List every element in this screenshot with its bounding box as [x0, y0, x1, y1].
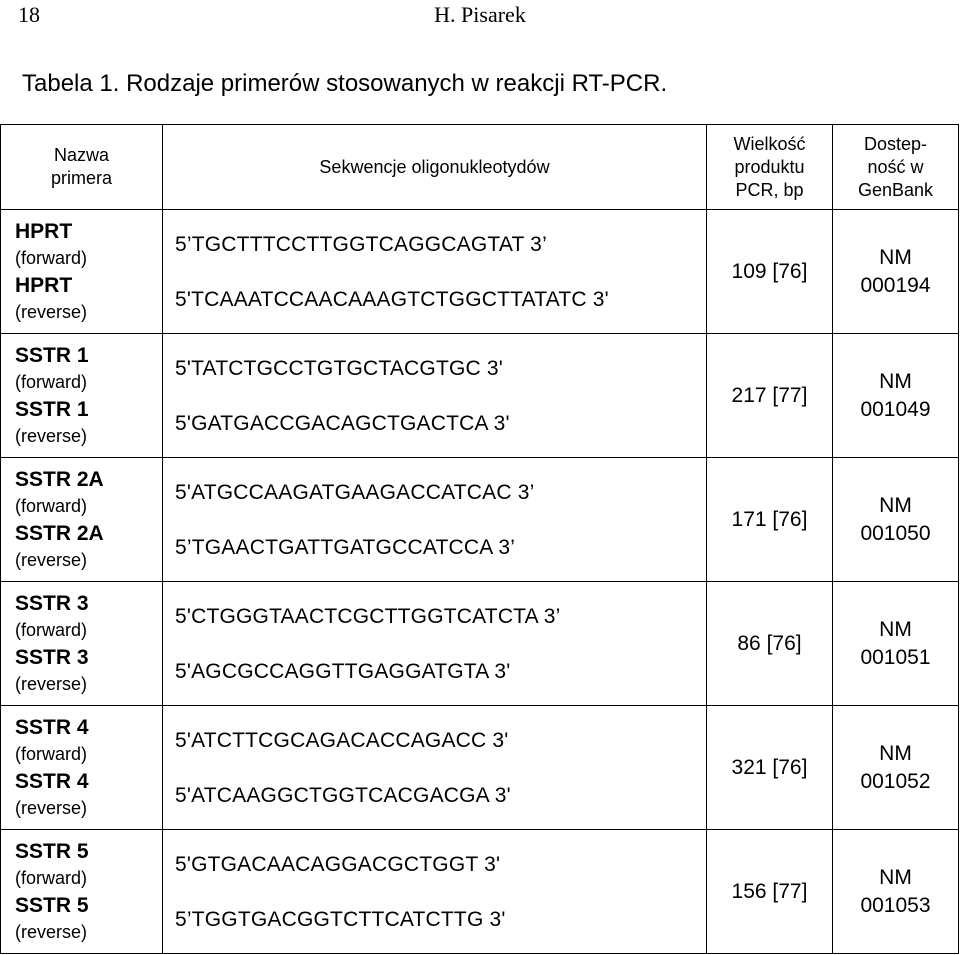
table-caption: Tabela 1. Rodzaje primerów stosowanych w reakcji RT-PCR.	[22, 70, 668, 97]
forward-primer-name: SSTR 1	[15, 343, 89, 367]
reverse-sequence: 5'ATCAAGGCTGGTCACGACGA 3'	[175, 783, 511, 807]
running-head: H. Pisarek	[434, 2, 526, 27]
forward-label: (forward)	[15, 247, 88, 268]
table-row	[1, 334, 959, 458]
primer-name-cell	[1, 706, 163, 830]
primer-name-cell	[1, 458, 163, 582]
forward-label: (forward)	[15, 371, 88, 392]
accession-prefix: NM	[879, 617, 912, 641]
header-name-line: Nazwa	[53, 145, 110, 165]
product-size-cell: 171 [76]	[707, 458, 833, 582]
primer-name-cell	[1, 210, 163, 334]
reverse-primer-name: SSTR 5	[15, 893, 89, 917]
sequence-cell	[163, 458, 707, 582]
reverse-label: (reverse)	[15, 549, 88, 570]
header-access-line: GenBank	[857, 179, 934, 200]
reverse-label: (reverse)	[15, 797, 88, 818]
accession-prefix: NM	[879, 493, 912, 517]
primer-name-cell	[1, 830, 163, 954]
header-access-line: Dostep-	[863, 133, 928, 154]
table-row	[1, 458, 959, 582]
accession-prefix: NM	[879, 865, 912, 889]
accession-cell	[833, 706, 959, 830]
accession-number: 001049	[860, 397, 931, 421]
product-size-cell: 217 [77]	[707, 334, 833, 458]
header-product-line: Wielkość	[733, 133, 806, 154]
reverse-label: (reverse)	[15, 673, 88, 694]
table-row	[1, 830, 959, 954]
forward-sequence: 5'GTGACAACAGGACGCTGGT 3'	[175, 852, 501, 876]
header-product	[707, 125, 833, 210]
header-name	[1, 125, 163, 210]
accession-number: 001053	[860, 893, 931, 917]
forward-primer-name: HPRT	[15, 219, 73, 243]
reverse-primer-name: SSTR 4	[15, 769, 89, 793]
forward-label: (forward)	[15, 867, 88, 888]
reverse-sequence: 5'AGCGCCAGGTTGAGGATGTA 3'	[175, 659, 511, 683]
header-name-line: primera	[50, 168, 112, 188]
reverse-sequence: 5'GATGACCGACAGCTGACTCA 3'	[175, 411, 510, 435]
reverse-sequence: 5’TGAACTGATTGATGCCATCCA 3’	[175, 535, 516, 559]
forward-label: (forward)	[15, 495, 88, 516]
primer-table	[0, 124, 959, 954]
product-size-cell: 321 [76]	[707, 706, 833, 830]
product-size-cell: 156 [77]	[707, 830, 833, 954]
primer-name-cell	[1, 334, 163, 458]
accession-cell	[833, 334, 959, 458]
reverse-label: (reverse)	[15, 921, 88, 942]
reverse-label: (reverse)	[15, 301, 88, 322]
accession-number: 000194	[860, 273, 931, 297]
forward-primer-name: SSTR 5	[15, 839, 89, 863]
primer-name-cell	[1, 582, 163, 706]
forward-label: (forward)	[15, 743, 88, 764]
page-number: 18	[18, 2, 40, 27]
accession-prefix: NM	[879, 245, 912, 269]
accession-number: 001052	[860, 769, 931, 793]
accession-cell	[833, 582, 959, 706]
forward-primer-name: SSTR 2A	[15, 467, 104, 491]
accession-number: 001050	[860, 521, 931, 545]
product-size-cell: 109 [76]	[707, 210, 833, 334]
accession-cell	[833, 830, 959, 954]
table-row	[1, 706, 959, 830]
reverse-primer-name: SSTR 1	[15, 397, 89, 421]
sequence-cell	[163, 582, 707, 706]
accession-prefix: NM	[879, 369, 912, 393]
forward-sequence: 5'TATCTGCCTGTGCTACGTGC 3'	[175, 356, 504, 380]
header-product-line: PCR, bp	[735, 179, 804, 200]
forward-sequence: 5’TGCTTTCCTTGGTCAGGCAGTAT 3’	[175, 232, 547, 256]
reverse-sequence: 5’TGGTGACGGTCTTCATCTTG 3'	[175, 907, 506, 931]
sequence-cell	[163, 706, 707, 830]
forward-primer-name: SSTR 4	[15, 715, 89, 739]
reverse-primer-name: HPRT	[15, 273, 73, 297]
reverse-primer-name: SSTR 2A	[15, 521, 104, 545]
sequence-cell	[163, 830, 707, 954]
forward-sequence: 5'ATGCCAAGATGAAGACCATCAC 3’	[175, 480, 535, 504]
forward-sequence: 5'CTGGGTAACTCGCTTGGTCATCTA 3’	[175, 604, 561, 628]
accession-cell	[833, 210, 959, 334]
header-access-line: ność w	[867, 156, 924, 177]
accession-cell	[833, 458, 959, 582]
table-header-row	[1, 125, 959, 210]
table-body	[1, 210, 959, 954]
accession-prefix: NM	[879, 741, 912, 765]
forward-primer-name: SSTR 3	[15, 591, 89, 615]
forward-label: (forward)	[15, 619, 88, 640]
header-sequence: Sekwencje oligonukleotydów	[163, 125, 707, 210]
header-access	[833, 125, 959, 210]
forward-sequence: 5'ATCTTCGCAGACACCAGACC 3'	[175, 728, 509, 752]
table-row	[1, 582, 959, 706]
accession-number: 001051	[860, 645, 931, 669]
reverse-sequence: 5'TCAAATCCAACAAAGTCTGGCTTATATC 3'	[175, 287, 609, 311]
reverse-primer-name: SSTR 3	[15, 645, 89, 669]
table-row	[1, 210, 959, 334]
reverse-label: (reverse)	[15, 425, 88, 446]
sequence-cell	[163, 334, 707, 458]
header-product-line: produktu	[734, 156, 805, 177]
product-size-cell: 86 [76]	[707, 582, 833, 706]
sequence-cell	[163, 210, 707, 334]
